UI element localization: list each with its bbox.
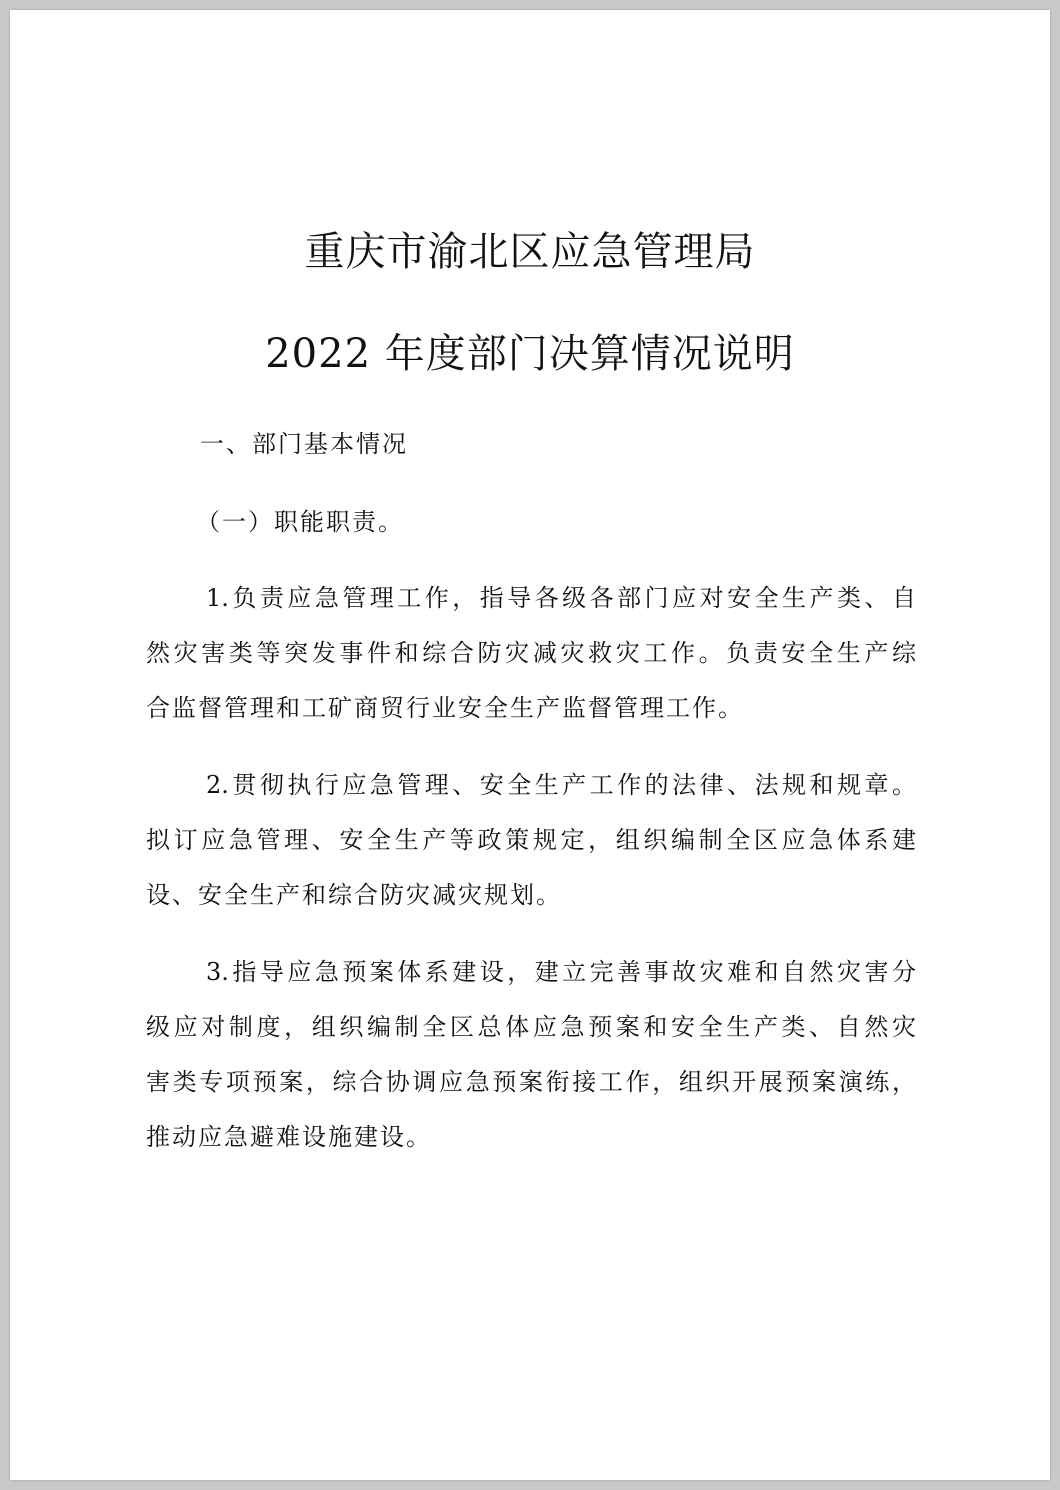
paragraph-2-line-1: 2.贯彻执行应急管理、安全生产工作的法律、法规和规章。: [206, 771, 916, 799]
paragraph-3-line-4: 推动应急避难设施建设。: [146, 1123, 432, 1151]
section-heading: 一、部门基本情况: [200, 430, 408, 458]
paragraph-3-line-3: 害类专项预案，综合协调应急预案衔接工作，组织开展预案演练，: [146, 1068, 916, 1096]
document-title-line2: 2022 年度部门决算情况说明: [265, 331, 795, 377]
paragraph-3-line-1: 3.指导应急预案体系建设，建立完善事故灾难和自然灾害分: [206, 958, 916, 986]
paragraph-2-line-2: 拟订应急管理、安全生产等政策规定，组织编制全区应急体系建: [146, 826, 916, 854]
document-title-line1: 重庆市渝北区应急管理局: [304, 229, 756, 275]
paragraph-2-line-3: 设、安全生产和综合防灾减灾规划。: [146, 881, 562, 909]
paragraph-3-line-2: 级应对制度，组织编制全区总体应急预案和安全生产类、自然灾: [146, 1013, 916, 1041]
paragraph-1-line-2: 然灾害类等突发事件和综合防灾减灾救灾工作。负责安全生产综: [146, 639, 916, 667]
subsection-heading: （一）职能职责。: [196, 508, 404, 536]
paragraph-1-line-3: 合监督管理和工矿商贸行业安全生产监督管理工作。: [146, 694, 744, 722]
paragraph-1-line-1: 1.负责应急管理工作，指导各级各部门应对安全生产类、自: [206, 584, 916, 612]
document-page: [10, 10, 1050, 1480]
